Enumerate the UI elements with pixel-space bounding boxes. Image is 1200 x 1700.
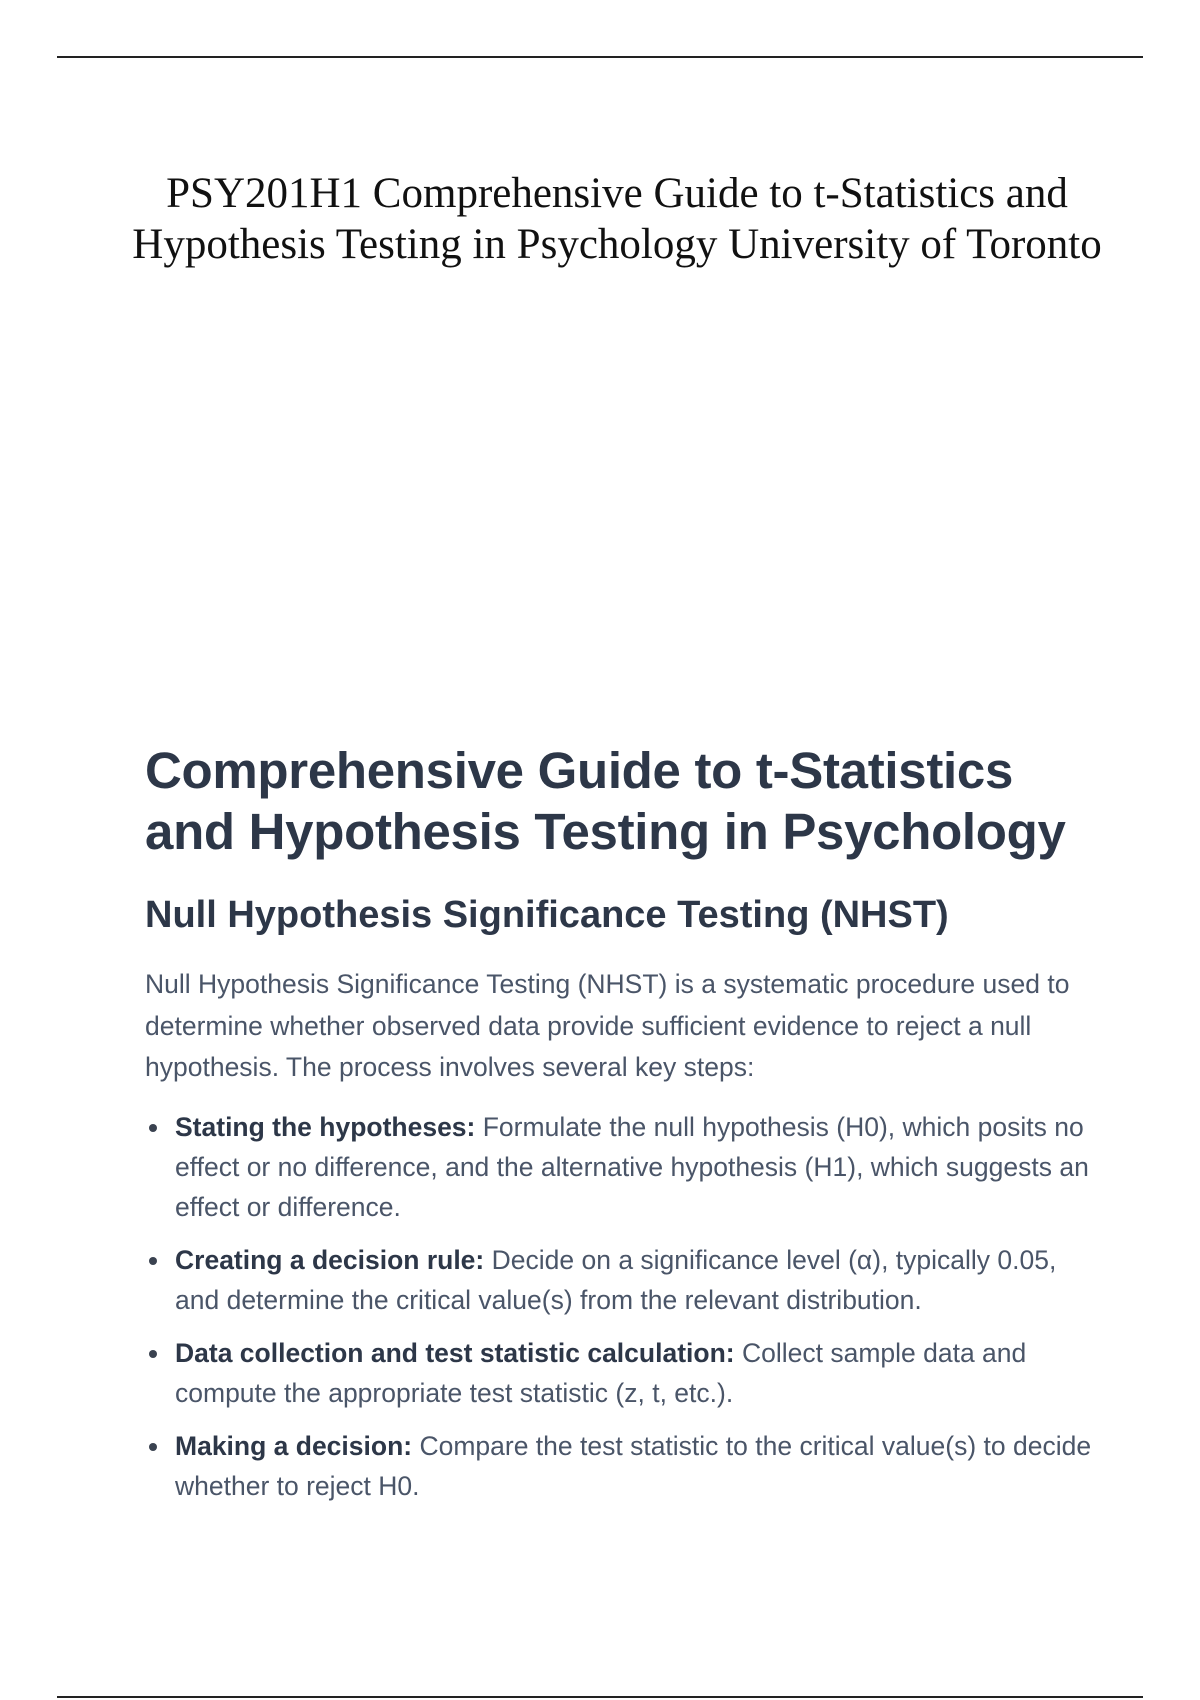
step-text: Compare the test statistic to the critical value(s) to decide whether to reject H0. bbox=[175, 1430, 1092, 1501]
list-item bbox=[145, 1426, 1095, 1506]
document-body bbox=[145, 740, 1095, 1519]
top-divider bbox=[57, 56, 1143, 58]
intro-paragraph: Null Hypothesis Significance Testing (NHST) is a systematic procedure used to determine whether observed data provide sufficient evidence to reject a null hypothesis. The process involves several key steps: bbox=[145, 969, 1070, 1082]
step-term: Creating a decision rule: bbox=[175, 1244, 485, 1275]
bullet-icon bbox=[149, 1350, 157, 1358]
step-text: Collect sample data and compute the appropriate test statistic (z, t, etc.). bbox=[175, 1337, 1027, 1408]
list-item bbox=[145, 1107, 1095, 1227]
cover-title: PSY201H1 Comprehensive Guide to t-Statistics and Hypothesis Testing in Psychology University of Toronto bbox=[132, 170, 1102, 268]
steps-list bbox=[145, 1107, 1095, 1506]
step-term: Making a decision: bbox=[175, 1430, 413, 1461]
step-term: Data collection and test statistic calculation: bbox=[175, 1337, 735, 1368]
bullet-icon bbox=[149, 1124, 157, 1132]
list-item bbox=[145, 1333, 1095, 1413]
step-text: Decide on a significance level (α), typically 0.05, and determine the critical value(s) from the relevant distribution. bbox=[175, 1244, 1057, 1315]
step-term: Stating the hypotheses: bbox=[175, 1111, 476, 1142]
bullet-icon bbox=[149, 1443, 157, 1451]
section-heading: Null Hypothesis Significance Testing (NHST) bbox=[145, 894, 949, 936]
main-heading: Comprehensive Guide to t-Statistics and Hypothesis Testing in Psychology bbox=[145, 742, 1066, 860]
step-text: Formulate the null hypothesis (H0), which posits no effect or no difference, and the alternative hypothesis (H1), which suggests an effect or difference. bbox=[175, 1111, 1089, 1222]
bottom-divider bbox=[57, 1696, 1143, 1698]
list-item bbox=[145, 1240, 1095, 1320]
bullet-icon bbox=[149, 1257, 157, 1265]
